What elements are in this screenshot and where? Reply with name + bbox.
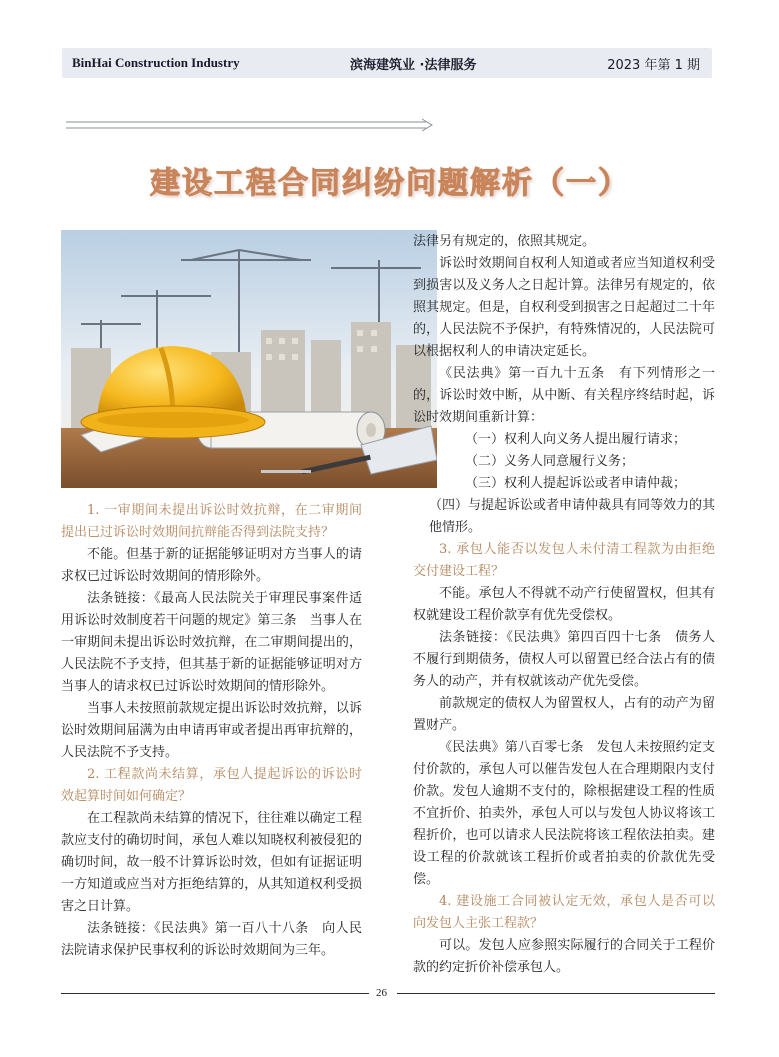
list-item: （四）与提起诉讼或者申请仲裁具有同等效力的其他情形。 <box>429 498 716 535</box>
header-journal-name: BinHai Construction Industry <box>72 55 240 70</box>
page-header <box>62 48 712 78</box>
construction-photo <box>61 230 437 488</box>
paragraph: 《民法典》第一百九十五条 有下列情形之一的，诉讼时效中断，从中断、有关程序终结时起，诉讼时效期间重新计算： <box>413 366 715 425</box>
article-title: 建设工程合同纠纷问题解析（一） <box>150 166 630 201</box>
paragraph: 法条链接：《民法典》第一百八十八条 向人民法院请求保护民事权利的诉讼时效期间为三年。 <box>61 921 362 958</box>
paragraph: 在工程款尚未结算的情况下，往往难以确定工程款应支付的确切时间，承包人难以知晓权利被侵犯的确切时间，故一般不计算诉讼时效，但如有证据证明一方知道或应当对方拒绝结算的，从其知道权利受损害之日计算。 <box>61 811 362 914</box>
paragraph: 法条链接：《民法典》第四百四十七条 债务人不履行到期债务，债权人可以留置已经合法占有的债务人的动产，并有权就该动产优先受偿。 <box>413 630 715 689</box>
paragraph: 法律另有规定的，依照其规定。 <box>413 234 596 249</box>
paragraph: 诉讼时效期间自权利人知道或者应当知道权利受到损害以及义务人之日起计算。法律另有规定的，依照其规定。但是，自权利受到损害之日起超过二十年的，人民法院不予保护，有特殊情况的，人民法院可以根据权利人的申请决定延长。 <box>413 256 715 359</box>
left-column <box>61 500 362 962</box>
question-1: 1. 一审期间未提出诉讼时效抗辩，在二审期间提出已过诉讼时效期间抗辩能否得到法院支持？ <box>61 503 362 540</box>
paragraph: 当事人未按照前款规定提出诉讼时效抗辩，以诉讼时效期间届满为由申请再审或者提出再审抗辩的，人民法院不予支持。 <box>61 701 362 760</box>
paragraph: 前款规定的债权人为留置权人，占有的动产为留置财产。 <box>413 696 715 733</box>
list-item: （三）权利人提起诉讼或者申请仲裁； <box>465 476 687 491</box>
page-number: 26 <box>376 987 387 999</box>
right-column <box>413 231 715 979</box>
paragraph: 可以。发包人应参照实际履行的合同关于工程价款的约定折价补偿承包人。 <box>413 938 715 975</box>
list-item: （二）义务人同意履行义务； <box>465 454 635 469</box>
footer-rule-right <box>397 993 715 994</box>
header-issue: 2023 年第 1 期 <box>607 58 700 73</box>
paragraph: 法条链接：《最高人民法院关于审理民事案件适用诉讼时效制度若干问题的规定》第三条 当事人在一审期间未提出诉讼时效抗辩，在二审期间提出的，人民法院不予支持，但其基于新的证据能够证明对方当事人的请求权已过诉讼时效期间的情形除外。 <box>61 591 362 694</box>
question-4: 4. 建设施工合同被认定无效，承包人是否可以向发包人主张工程款？ <box>413 894 715 931</box>
paragraph: 《民法典》第八百零七条 发包人未按照约定支付价款的，承包人可以催告发包人在合理期限内支付价款。发包人逾期不支付的，除根据建设工程的性质不宜折价、拍卖外，承包人可以与发包人协议将该工程折价，也可以请求人民法院将该工程依法拍卖。建设工程的价款就该工程折价或者拍卖的价款优先受偿。 <box>413 740 715 887</box>
paragraph: 不能。但基于新的证据能够证明对方当事人的请求权已过诉讼时效期间的情形除外。 <box>61 547 362 584</box>
footer-rule-left <box>61 993 369 994</box>
list-item: （一）权利人向义务人提出履行请求； <box>465 432 687 447</box>
question-2: 2. 工程款尚未结算，承包人提起诉讼的诉讼时效起算时间如何确定？ <box>61 767 362 804</box>
question-3: 3. 承包人能否以发包人未付清工程款为由拒绝交付建设工程？ <box>413 542 715 579</box>
paragraph: 不能。承包人不得就不动产行使留置权，但其有权就建设工程价款享有优先受偿权。 <box>413 586 715 623</box>
title-decoration <box>66 118 436 134</box>
header-section: 滨海建筑业 ·法律服务 <box>350 58 477 73</box>
